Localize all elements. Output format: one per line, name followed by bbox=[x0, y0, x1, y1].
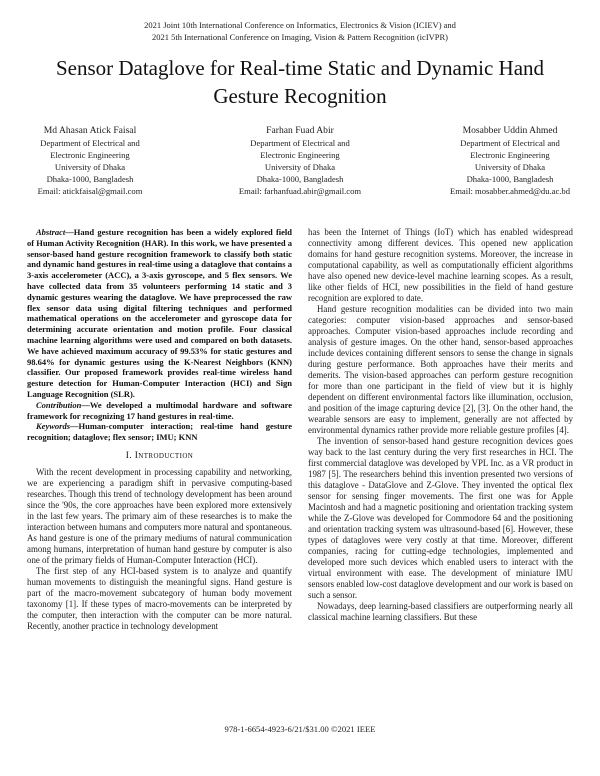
intro-paragraph-2: The first step of any HCI-based system is to analyze and quantify human movements to distinguish the meaningful signs. Hand gesture is part of the macro-movement subcategory of human body movement taxonomy [1]. If these types of macro-movements can be interpreted by the computer, then interaction with the computer can be more natural. Recently, another practice in technology development bbox=[27, 565, 292, 631]
intro-paragraph-1: With the recent development in processing capability and networking, we are experiencing a paradigm shift in pervasive computing-based researches. Though this trend of technology development has been around since the '90s, the core approaches have been explored more extensively in the last few years. The primary aim of these researches is to make the interaction between humans and computers more natural and spontaneous. As hand gesture is one of the primary mediums of natural communication among humans, interpretation of human hand gesture by computer is also one of the primary fields of Human-Computer Interaction (HCI). bbox=[27, 466, 292, 565]
author-email: Email: farhanfuad.abir@gmail.com bbox=[238, 186, 362, 196]
body-columns bbox=[0, 227, 600, 632]
right-column bbox=[308, 227, 573, 632]
author-dept-line2: Electronic Engineering bbox=[470, 150, 550, 160]
keywords-paragraph bbox=[27, 421, 292, 443]
conference-header-line2: 2021 5th International Conference on Imaging, Vision & Pattern Recognition (icIVPR) bbox=[151, 32, 449, 42]
contribution-paragraph bbox=[27, 400, 292, 422]
abstract-label: Abstract bbox=[36, 227, 66, 237]
author-name: Md Ahasan Atick Faisal bbox=[43, 125, 137, 136]
abstract-paragraph bbox=[27, 227, 292, 400]
author-city: Dhaka-1000, Bangladesh bbox=[46, 174, 134, 184]
conference-header-line1: 2021 Joint 10th International Conference on Informatics, Electronics & Vision (ICIEV) and bbox=[144, 20, 456, 30]
author-block-1 bbox=[4, 124, 176, 197]
author-name: Mosabber Uddin Ahmed bbox=[462, 125, 558, 136]
intro-paragraph-5: Nowadays, deep learning-based classifiers are outperforming nearly all classical machine learning classifiers. But these bbox=[308, 601, 573, 622]
intro-paragraph-3: Hand gesture recognition modalities can be divided into two main categories: computer vision-based approaches and sensor-based approaches. Computer vision-based approaches include recording and analysis of gesture images. On the other hand, sensor-based approaches include devices containing different sensors to sense the change in signals during gesture performance. Both approaches have their merits and demerits. The vision-based approaches can perform gesture recognition for more than one participant in the field of view but it is highly dependent on different environmental factors like illumination, occlusion, and position of the image capturing device [2], [3]. On the other hand, the wearable sensors are easy to implement, generally are not affected by environmental dynamics rather provide more reliable gesture profiles [4]. bbox=[308, 304, 573, 435]
author-city: Dhaka-1000, Bangladesh bbox=[466, 174, 554, 184]
author-dept-line1: Department of Electrical and bbox=[460, 138, 560, 148]
author-name: Farhan Fuad Abir bbox=[266, 125, 334, 136]
author-city: Dhaka-1000, Bangladesh bbox=[256, 174, 344, 184]
author-email: Email: atickfaisal@gmail.com bbox=[37, 186, 143, 196]
author-dept-line2: Electronic Engineering bbox=[260, 150, 340, 160]
author-university: University of Dhaka bbox=[264, 162, 336, 172]
intro-paragraph-2-continued: has been the Internet of Things (IoT) which has enabled widespread connectivity among different devices. This opened new application domains for hand gesture recognition systems. Moreover, the increase in computational capability, as well as computationally efficient algorithms have also opened new device-level machine learning scopes. As a result, like other fields of HCI, new possibilities in the field of hand gesture recognition are explored to date. bbox=[308, 227, 573, 303]
keywords-label: Keywords bbox=[36, 421, 70, 432]
copyright-notice: 978-1-6654-4923-6/21/$31.00 ©2021 IEEE bbox=[224, 724, 376, 734]
author-university: University of Dhaka bbox=[54, 162, 126, 172]
author-block-2 bbox=[214, 124, 386, 197]
contribution-label: Contribution bbox=[36, 399, 82, 410]
intro-paragraph-4: The invention of sensor-based hand gesture recognition devices goes way back to the last century during the very first researches in HCI. The first commercial dataglove was developed by VPL Inc. as a VR product in 1987 [5]. The researchers behind this invention presented two versions of this dataglove - DataGlove and Z-Glove. They invented the optical flex sensor for sensing finger movements. The first one was for Apple Macintosh and had a magnetic positioning and orientation tracking system while the Z-Glove was developed for Commodore 64 and the positioning and orientation tracking system was ultrasound-based [6]. However, these types of datagloves were very costly at that time. Moreover, different companies, racing for cutting-edge technologies, implemented and developed more such devices which enabled users to interact with the virtual environment with ease. The development of miniature IMU sensors enabled low-cost dataglove development and our work is based on such a sensor. bbox=[308, 436, 573, 600]
left-column bbox=[27, 227, 292, 632]
conference-header bbox=[0, 0, 600, 43]
keywords-text: —Human-computer interaction; real-time hand gesture recognition; dataglove; flex sensor; IMU; KNN bbox=[27, 421, 292, 443]
author-email: Email: mosabber.ahmed@du.ac.bd bbox=[449, 186, 571, 196]
author-university: University of Dhaka bbox=[474, 162, 546, 172]
author-dept-line2: Electronic Engineering bbox=[50, 150, 130, 160]
section-heading-introduction: I. Introduction bbox=[125, 450, 194, 461]
abstract-text: —Hand gesture recognition has been a widely explored field of Human Activity Recognition (HAR). In this work, we have presented a sensor-based hand gesture recognition framework to classify both static and dynamic hand gestures in real-time using a dataglove that contains a 3-axis accelerometer (ACC), a 3-axis gyroscope, and 5 flex sensors. We have collected data from 35 volunteers performing 14 static and 3 dynamic gestures wearing the dataglove. We have preprocessed the raw flex sensor data using digital filtering techniques and performed mathematical operations on the accelerometer and gyroscope data for determining accurate orientation and motion profile. Four classical machine learning algorithms were used and compared on both datasets. We have achieved maximum accuracy of 99.53% for static gestures and 98.64% for dynamic gestures using the K-Nearest Neighbors (KNN) classifier. Our proposed framework provides real-time wireless hand gesture detection for Human-Computer Interaction (HCI) and Sign Language Recognition (SLR). bbox=[27, 227, 292, 399]
author-block-3 bbox=[424, 124, 596, 197]
author-dept-line1: Department of Electrical and bbox=[250, 138, 350, 148]
author-dept-line1: Department of Electrical and bbox=[40, 138, 140, 148]
authors-block bbox=[0, 124, 600, 197]
paper-title: Sensor Dataglove for Real-time Static and Dynamic Hand Gesture Recognition bbox=[55, 56, 545, 108]
contribution-text: —We developed a multimodal hardware and software framework for recognizing 17 hand gestures in real-time. bbox=[27, 399, 292, 421]
